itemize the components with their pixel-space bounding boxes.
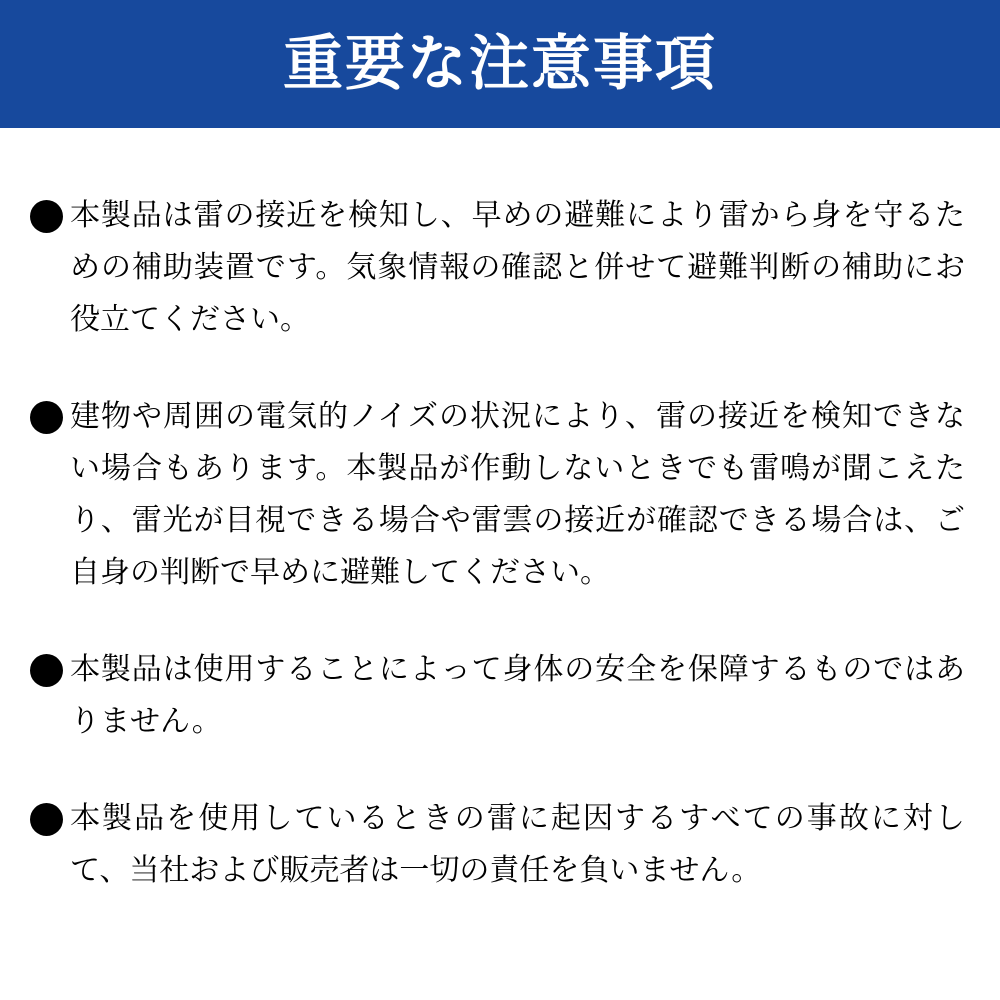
- notice-text: [70, 391, 965, 599]
- bullet-circle-icon: [30, 654, 63, 687]
- notice-line: 建物や周囲の電気的ノイズの状況により、雷の接近を検知できな: [70, 400, 965, 433]
- notice-item: [30, 644, 965, 748]
- notice-line: 本製品を使用しているときの雷に起因するすべての事故に対し: [70, 802, 965, 835]
- notice-line: り、雷光が目視できる場合や雷雲の接近が確認できる場合は、ご: [70, 504, 965, 537]
- header-banner: [0, 0, 1000, 128]
- notice-line: めの補助装置です。気象情報の確認と併せて避難判断の補助にお: [70, 251, 965, 284]
- page-title: 重要な注意事項: [283, 30, 717, 97]
- notice-text: [70, 793, 965, 897]
- notice-text: [70, 190, 965, 346]
- bullet-circle-icon: [30, 401, 63, 434]
- notice-line: 本製品は雷の接近を検知し、早めの避難により雷から身を守るた: [70, 199, 965, 232]
- bullet-circle-icon: [30, 803, 63, 836]
- notice-item: [30, 793, 965, 897]
- notice-item: [30, 190, 965, 346]
- notice-line: 自身の判断で早めに避難してください。: [70, 556, 610, 589]
- notice-text: [70, 644, 965, 748]
- notice-line: 役立てください。: [70, 303, 310, 336]
- notice-list: [0, 128, 1000, 897]
- notice-line: て、当社および販売者は一切の責任を負いません。: [70, 854, 762, 887]
- notice-line: りません。: [70, 705, 222, 738]
- notice-line: 本製品は使用することによって身体の安全を保障するものではあ: [70, 653, 965, 686]
- notice-line: い場合もあります。本製品が作動しないときでも雷鳴が聞こえた: [70, 452, 965, 485]
- notice-item: [30, 391, 965, 599]
- bullet-circle-icon: [30, 200, 63, 233]
